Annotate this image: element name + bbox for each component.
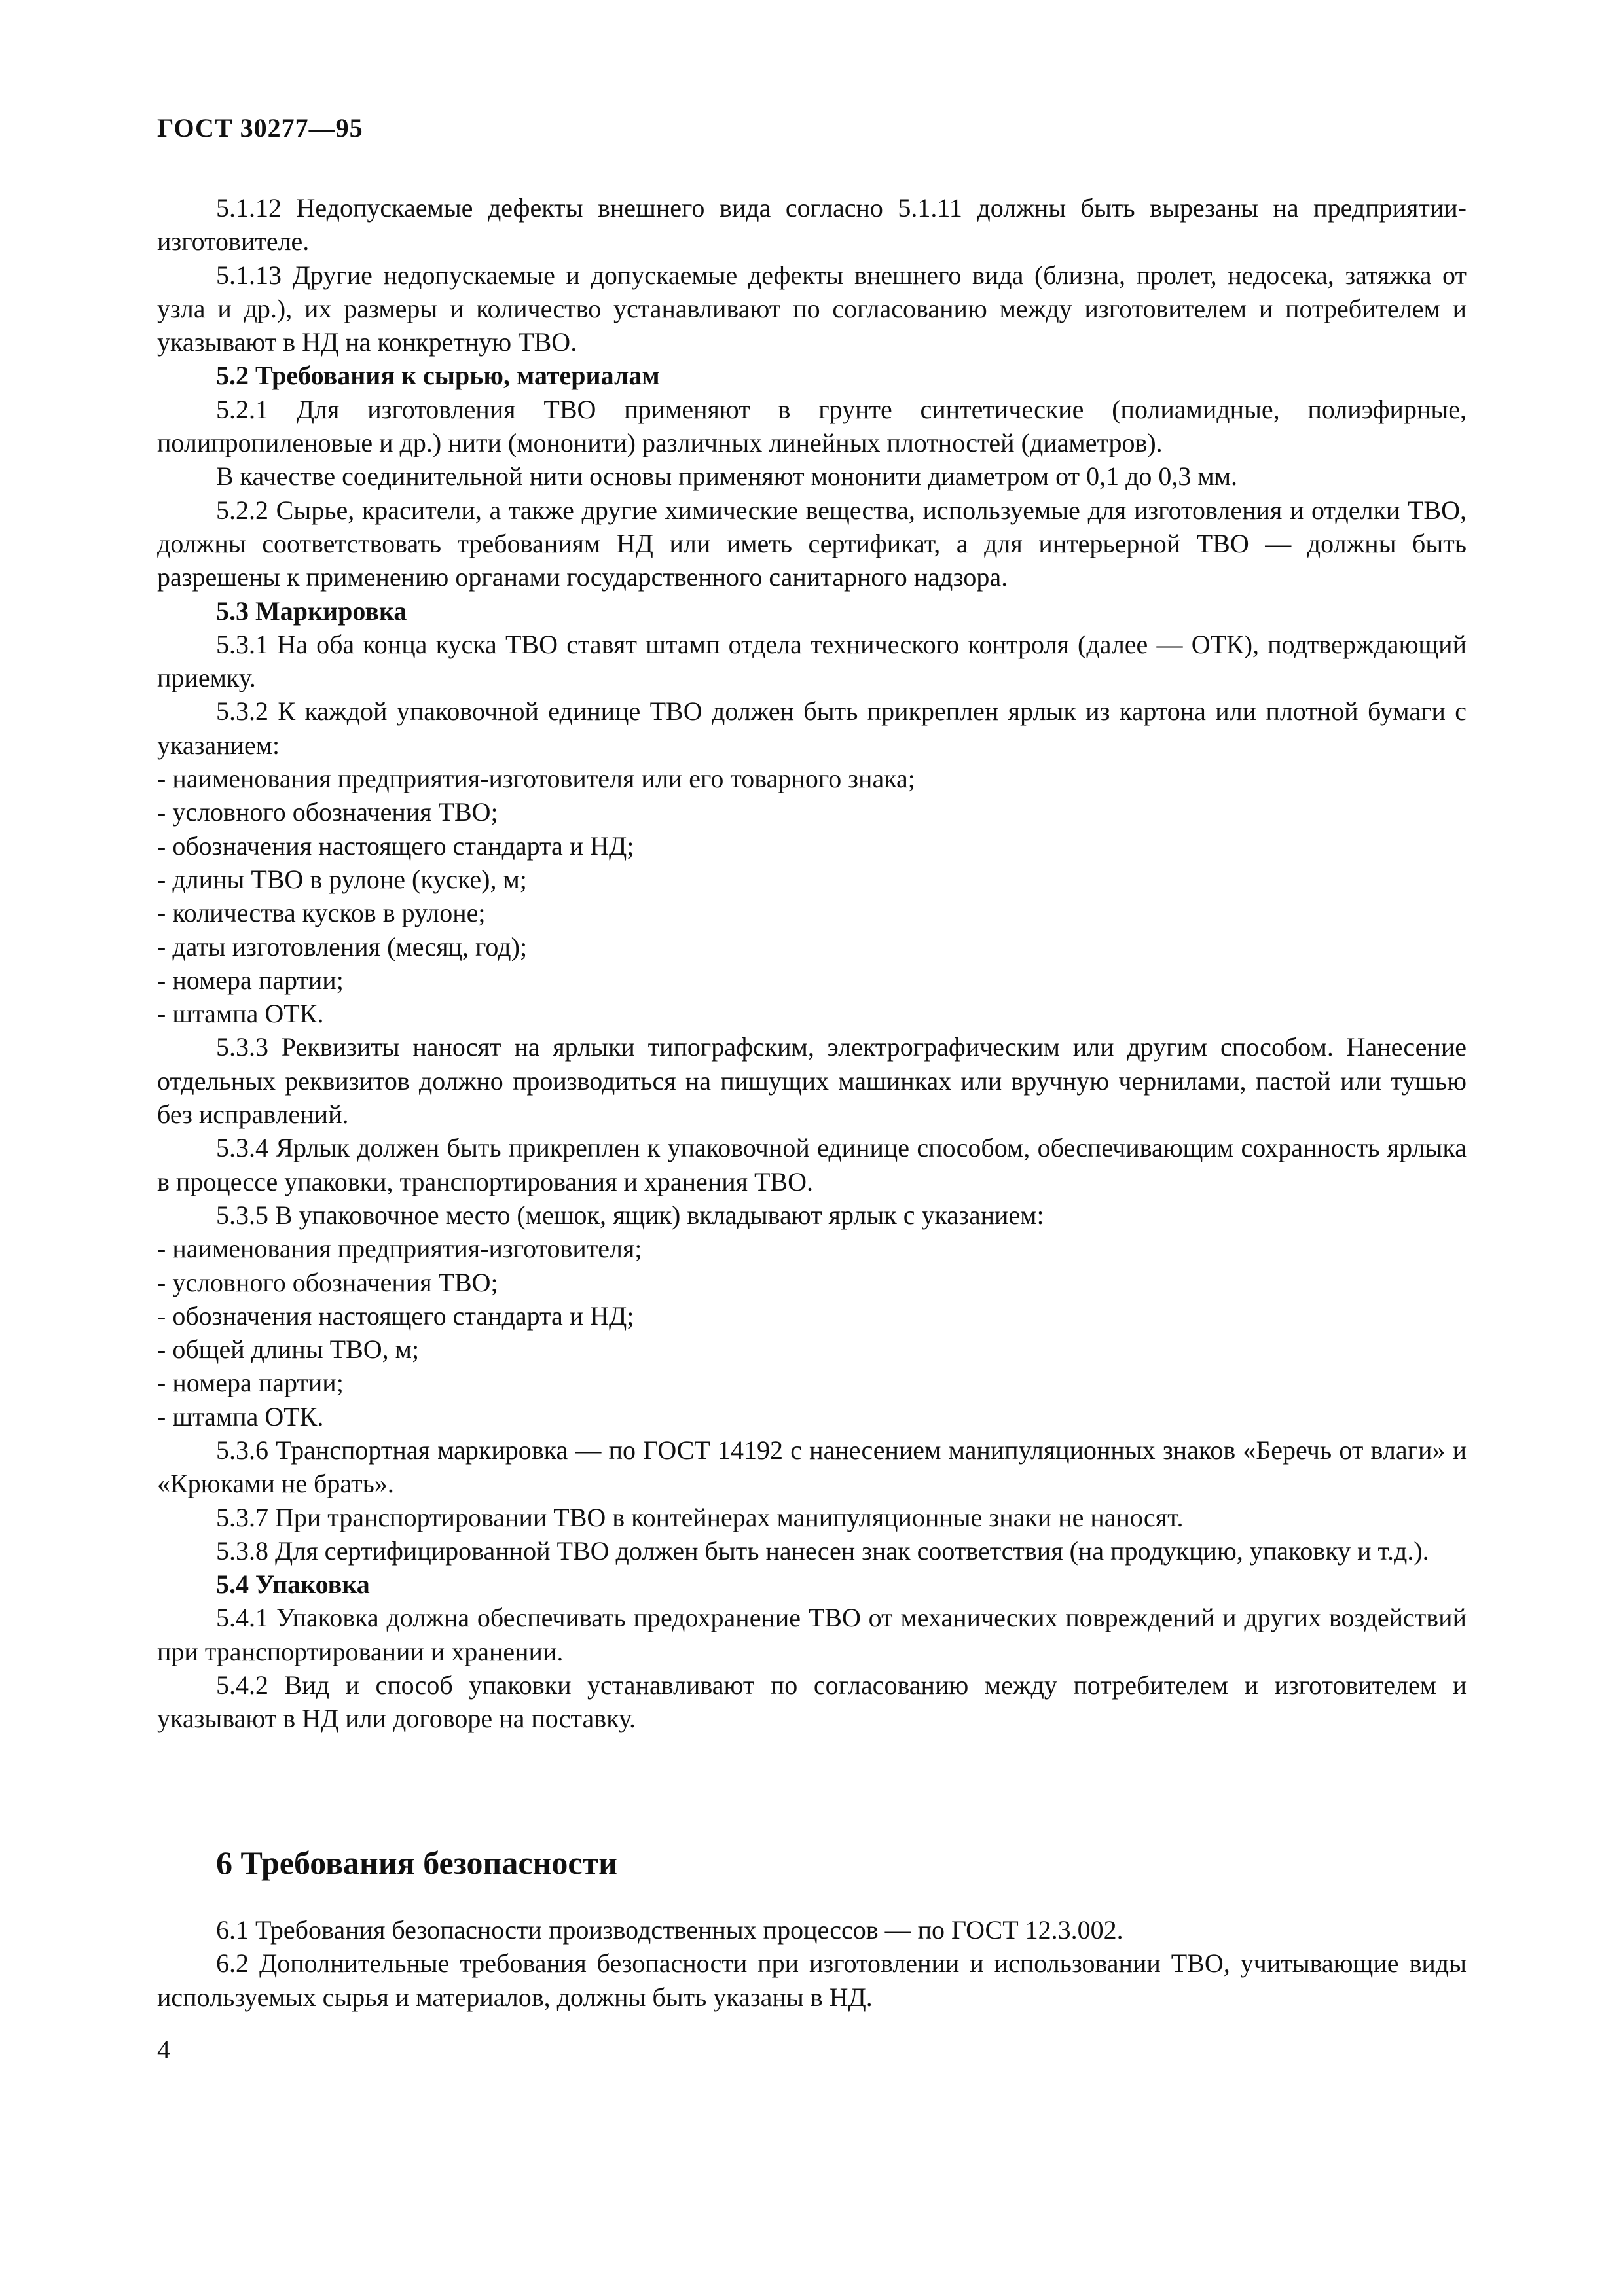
list-item: - номера партии;	[157, 1368, 344, 1398]
list-item: - условного обозначения ТВО;	[157, 797, 498, 827]
list-item: - наименования предприятия-изготовителя или его товарного знака;	[157, 764, 915, 794]
document-header: ГОСТ 30277—95	[157, 113, 363, 143]
paragraph-5-3-5: 5.3.5 В упаковочное место (мешок, ящик) вкладывают ярлык с указанием:	[216, 1200, 1044, 1230]
subsection-heading-5-4: 5.4 Упаковка	[216, 1570, 370, 1600]
paragraph-6-2: 6.2 Дополнительные требования безопасности при изготовлении и использовании ТВО, учитывающие виды используемых сырья и материалов, должны быть указаны в НД.	[157, 1948, 1467, 2012]
paragraph-5-2-1: 5.2.1 Для изготовления ТВО применяют в грунте синтетические (полиамидные, полиэфирные, полипропиленовые и др.) нити (мононити) различных линейных плотностей (диаметров).	[157, 394, 1467, 458]
paragraph-5-3-4: 5.3.4 Ярлык должен быть прикреплен к упаковочной единице способом, обеспечивающим сохранность ярлыка в процессе упаковки, транспортирования и хранения ТВО.	[157, 1133, 1467, 1196]
list-5-3-5	[157, 1232, 1467, 1433]
list-item: - даты изготовления (месяц, год);	[157, 931, 528, 961]
list-item: - штампа ОТК.	[157, 1401, 324, 1431]
section-6-body	[157, 1913, 1467, 2014]
paragraph-5-1-13: 5.1.13 Другие недопускаемые и допускаемые дефекты внешнего вида (близна, пролет, недосека, затяжка от узла и др.), их размеры и количество устанавливают по согласованию между изготовителем и потребителем и указывают в НД на конкретную ТВО.	[157, 260, 1467, 357]
paragraph-5-2-2: 5.2.2 Сырье, красители, а также другие химические вещества, используемые для изготовления и отделки ТВО, должны соответствовать требованиям НД или иметь сертификат, а для интерьерной ТВО — должны быть разрешены к применению органами государственного санитарного надзора.	[157, 495, 1467, 592]
paragraph-5-3-2: 5.3.2 К каждой упаковочной единице ТВО должен быть прикреплен ярлык из картона или плотной бумаги с указанием:	[157, 696, 1467, 760]
list-item: - обозначения настоящего стандарта и НД;	[157, 831, 634, 861]
paragraph-5-4-2: 5.4.2 Вид и способ упаковки устанавливают по согласованию между потребителем и изготовителем и указывают в НД или договоре на поставку.	[157, 1670, 1467, 1734]
paragraph-5-1-12: 5.1.12 Недопускаемые дефекты внешнего вида согласно 5.1.11 должны быть вырезаны на предприятии-изготовителе.	[157, 193, 1467, 257]
paragraph-5-3-8: 5.3.8 Для сертифицированной ТВО должен быть нанесен знак соответствия (на продукцию, упаковку и т.д.).	[216, 1535, 1429, 1566]
list-item: - обозначения настоящего стандарта и НД;	[157, 1300, 634, 1331]
list-item: - количества кусков в рулоне;	[157, 898, 486, 928]
list-item: - длины ТВО в рулоне (куске), м;	[157, 864, 527, 894]
section-heading-6: 6 Требования безопасности	[216, 1844, 617, 1881]
list-item: - общей длины ТВО, м;	[157, 1335, 420, 1365]
document-body	[157, 191, 1467, 1736]
paragraph-5-3-1: 5.3.1 На оба конца куска ТВО ставят штамп отдела технического контроля (далее — ОТК), подтверждающий приемку.	[157, 629, 1467, 693]
paragraph-5-2-1-continued: В качестве соединительной нити основы применяют мононити диаметром от 0,1 до 0,3 мм.	[216, 461, 1238, 492]
list-5-3-2	[157, 762, 1467, 1030]
list-item: - штампа ОТК.	[157, 999, 324, 1029]
list-item: - номера партии;	[157, 965, 344, 995]
subsection-heading-5-3: 5.3 Маркировка	[216, 596, 407, 626]
paragraph-5-3-7: 5.3.7 При транспортировании ТВО в контейнерах манипуляционные знаки не наносят.	[216, 1502, 1184, 1532]
page-number: 4	[157, 2035, 170, 2064]
list-item: - условного обозначения ТВО;	[157, 1267, 498, 1297]
paragraph-5-3-6: 5.3.6 Транспортная маркировка — по ГОСТ 14192 с нанесением манипуляционных знаков «Беречь от влаги» и «Крюками не брать».	[157, 1435, 1467, 1499]
paragraph-5-3-3: 5.3.3 Реквизиты наносят на ярлыки типографским, электрографическим или другим способом. Нанесение отдельных реквизитов должно производиться на пишущих машинках или вручную чернилами, пастой или тушью без исправлений.	[157, 1032, 1467, 1130]
paragraph-6-1: 6.1 Требования безопасности производственных процессов — по ГОСТ 12.3.002.	[216, 1915, 1123, 1945]
paragraph-5-4-1: 5.4.1 Упаковка должна обеспечивать предохранение ТВО от механических повреждений и других воздействий при транспортировании и хранении.	[157, 1603, 1467, 1666]
subsection-heading-5-2: 5.2 Требования к сырью, материалам	[216, 361, 660, 391]
list-item: - наименования предприятия-изготовителя;	[157, 1234, 642, 1264]
